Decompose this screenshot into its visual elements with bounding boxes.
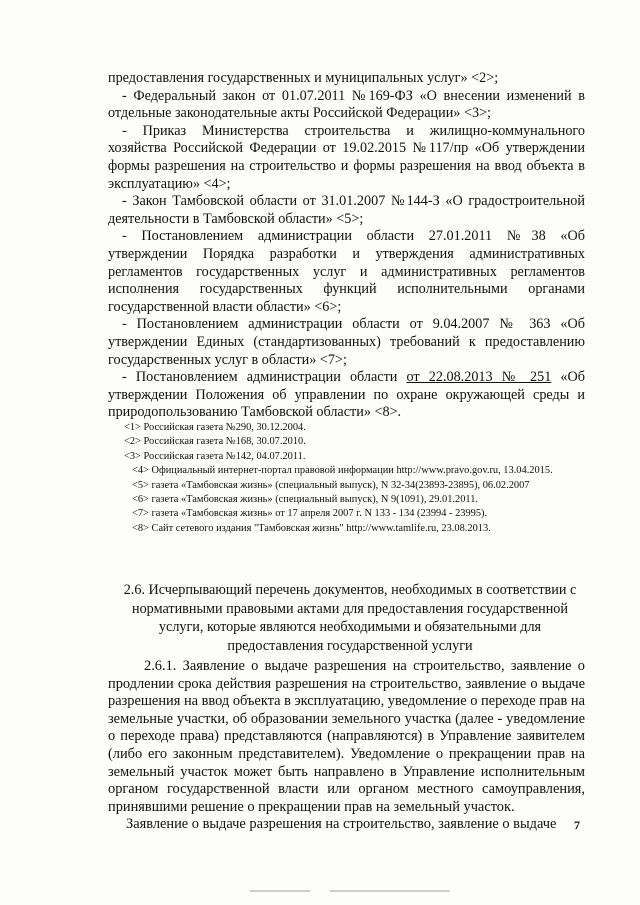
list-item: - Постановлением администрации области от 9.04.2007 № 363 «Об утверждении Единых (стандартизованных) требований к предоставлению государственных услуг в области» <7>;: [108, 316, 585, 368]
section-heading: [115, 581, 585, 655]
scan-artifact: [330, 890, 450, 892]
list-item-text: - Постановлением администрации области: [122, 369, 407, 386]
footnote: <5> газета «Тамбовская жизнь» (специальный выпуск), N 32-34(23893-23895), 06.02.2007: [132, 479, 530, 491]
legal-acts-list: [108, 70, 585, 422]
list-item: - Закон Тамбовской области от 31.01.2007 №144-З «О градостроительной деятельности в Тамбовской области» <5>;: [108, 193, 585, 227]
footnote: <2> Российская газета №168, 30.07.2010.: [124, 436, 306, 448]
underlined-date: от 22.08.2013 № 251: [406, 369, 552, 386]
list-item-text: «Об утверждении Положения об управлении по охране окружающей среды и природопользованию Тамбовской области» <8>.: [108, 369, 585, 421]
footnote: <8> Сайт сетевого издания "Тамбовская жизнь" http://www.tamlife.ru, 23.08.2013.: [132, 522, 491, 534]
section-body: [108, 658, 585, 834]
footnote: <3> Российская газета №142, 04.07.2011.: [124, 450, 306, 462]
paragraph-continued: Заявление о выдаче разрешения на строительство, заявление о выдаче: [126, 816, 557, 833]
footnote: <4> Официальный интернет-портал правовой информации http://www.pravo.gov.ru, 13.04.2015.: [132, 465, 553, 477]
footnotes: [124, 421, 576, 536]
footnote: <6> газета «Тамбовская жизнь» (специальный выпуск), N 9(1091), 29.01.2011.: [132, 494, 479, 506]
footnote: <7> газета «Тамбовская жизнь» от 17 апреля 2007 г. N 133 - 134 (23994 - 23995).: [132, 508, 488, 520]
paragraph-2-6-1: 2.6.1. Заявление о выдаче разрешения на строительство, заявление о продлении срока действия разрешения на строительство, заявление о выдаче разрешения на ввод объекта в эксплуатацию, уведомление о переходе прав на земельные участки, об образовании земельного участка (далее - уведомление о переходе права) представляются (направляются) в Управление заявителем (либо его законным представителем). Уведомление о прекращении прав на земельный участок может быть направлено в Управление исполнительным органом государственной власти или органом местного самоуправления, принявшими решение о прекращении прав на земельный участок.: [108, 658, 585, 815]
list-item: предоставления государственных и муниципальных услуг» <2>;: [108, 70, 499, 86]
list-item: - Федеральный закон от 01.07.2011 №169-ФЗ «О внесении изменений в отдельные законодательные акты Российской Федерации» <3>;: [108, 87, 585, 122]
list-item: - Приказ Министерства строительства и жилищно-коммунального хозяйства Российской Федерации от 19.02.2015 №117/пр «Об утверждении формы разрешения на строительство и формы разрешения на ввод объекта в эксплуатацию» <4>;: [108, 122, 585, 192]
footnote: <1> Российская газета №290, 30.12.2004.: [124, 422, 306, 433]
scan-artifact: [250, 890, 310, 892]
section-title: 2.6. Исчерпывающий перечень документов, необходимых в соответствии с нормативными правовыми актами для предоставления государственной услуги, которые являются необходимыми и обязательными для предоставления государственной услуги: [123, 582, 577, 654]
page-number: 7: [574, 818, 580, 832]
list-item: - Постановлением администрации области 27.01.2011 №38 «Об утверждении Порядка разработки и утверждения административных регламентов государственных услуг и административных регламентов исполнения государственных функций исполнительными органами государственной власти области» <6>;: [108, 228, 585, 315]
list-item: [108, 369, 585, 422]
